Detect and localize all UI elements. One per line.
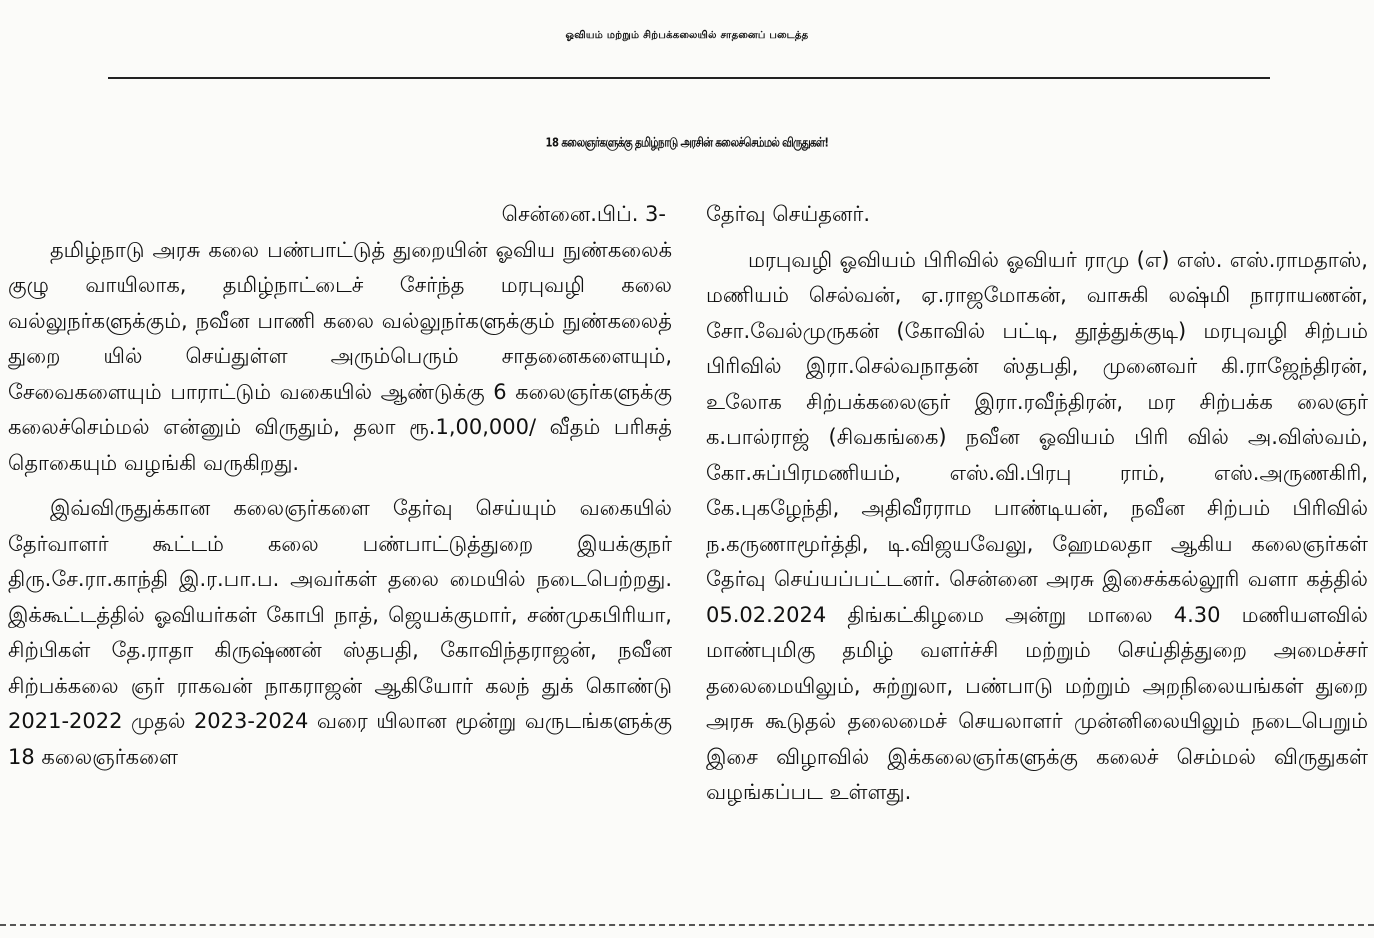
paragraph-2-continuation: தேர்வு செய்தனர். [706, 202, 871, 226]
left-column [8, 197, 672, 775]
paragraph-1: தமிழ்நாடு அரசு கலை பண்பாட்டுத் துறையின் ஓவிய நுண்கலைக் குழு வாயிலாக, தமிழ்நாட்டைச் சேர்ந்த மரபுவழி கலை வல்லுநர்களுக்கும், நவீன பாணி கலை வல்லுநர்களுக்கும் நுண்கலைத் துறை யில் செய்துள்ள அரும்பெரும் சாதனைகளையும், சேவைகளையும் பாராட்டும் வகையில் ஆண்டுக்கு 6 கலைஞர்களுக்கு கலைச்செம்மல் என்னும் விருதும், தலா ரூ.1,00,000/ வீதம் பரிசுத் தொகையும் வழங்கி வருகிறது. [8, 237, 672, 475]
main-headline: 18 கலைஞர்களுக்கு தமிழ்நாடு அரசின் கலைச்செம்மல் விருதுகள்! [545, 136, 829, 151]
paragraph-2: இவ்விருதுக்கான கலைஞர்களை தேர்வு செய்யும் வகையில் தேர்வாளர் கூட்டம் கலை பண்பாட்டுத்துறை இயக்குநர் திரு.சே.ரா.காந்தி இ.ர.பா.ப. அவர்கள் தலை மையில் நடைபெற்றது. இக்கூட்டத்தில் ஓவியர்கள் கோபி நாத், ஜெயக்குமார், சண்முகபிரியா, சிற்பிகள் தே.ராதா கிருஷ்ணன் ஸ்தபதி, கோவிந்தராஜன், நவீன சிற்பக்கலை ஞர் ராகவன் நாகராஜன் ஆகியோர் கலந் துக் கொண்டு 2021-2022 முதல் 2023-2024 வரை யிலான மூன்று வருடங்களுக்கு 18 கலைஞர்களை [8, 496, 672, 769]
right-column [706, 197, 1368, 811]
kicker-headline: ஓவியம் மற்றும் சிற்பக்கலையில் சாதனைப் படைத்த [565, 30, 809, 41]
dateline: சென்னை.பிப். 3- [501, 202, 666, 226]
bottom-dashed-divider [0, 924, 1374, 926]
paragraph-3: மரபுவழி ஓவியம் பிரிவில் ஓவியர் ராமு (எ) எஸ். எஸ்.ராமதாஸ், மணியம் செல்வன், ஏ.ராஜமோகன், வாசுகி லஷ்மி நாராயணன், சோ.வேல்முருகன் (கோவில் பட்டி, தூத்துக்குடி) மரபுவழி சிற்பம் பிரிவில் இரா.செல்வநாதன் ஸ்தபதி, முனைவர் கி.ராஜேந்திரன், உலோக சிற்பக்கலைஞர் இரா.ரவீந்திரன், மர சிற்பக்க லைஞர் க.பால்ராஜ் (சிவகங்கை) நவீன ஓவியம் பிரி வில் அ.விஸ்வம், கோ.சுப்பிரமணியம், எஸ்.வி.பிரபு ராம், எஸ்.அருணகிரி, கே.புகழேந்தி, அதிவீரராம பாண்டியன், நவீன சிற்பம் பிரிவில் ந.கருணாமூர்த்தி, டி.விஜயவேலு, ஹேமலதா ஆகிய கலைஞர்கள் தேர்வு செய்யப்பட்டனர். சென்னை அரசு இசைக்கல்லூரி வளா கத்தில் 05.02.2024 திங்கட்கிழமை அன்று மாலை 4.30 மணியளவில் மாண்புமிகு தமிழ் வளர்ச்சி மற்றும் செய்தித்துறை அமைச்சர் தலைமையிலும், சுற்றுலா, பண்பாடு மற்றும் அறநிலையங்கள் துறை அரசு கூடுதல் தலைமைச் செயலாளர் முன்னிலையிலும் நடைபெறும் இசை விழாவில் இக்கலைஞர்களுக்கு கலைச் செம்மல் விருதுகள் வழங்கப்பட உள்ளது. [706, 247, 1368, 804]
